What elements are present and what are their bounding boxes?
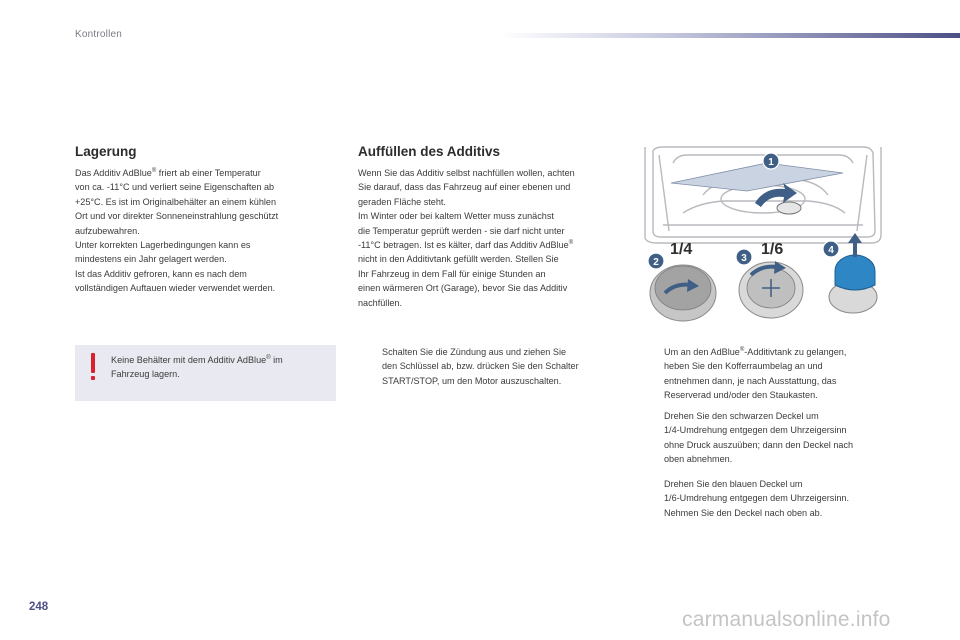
svg-text:1: 1 — [768, 157, 774, 168]
step-remove-cap-text: Nehmen Sie den Deckel nach oben ab. — [664, 508, 823, 518]
svg-text:3: 3 — [741, 253, 747, 264]
marker-3-icon — [736, 249, 752, 265]
marker-2-icon — [648, 253, 664, 269]
step-ignition-text: Schalten Sie die Zündung aus und ziehen Sie den Schlüssel ab, bzw. drücken Sie den Schalter START/STOP, um den Motor auszuschalten. — [382, 347, 579, 386]
auffuellen-heading: Auffüllen des Additivs — [358, 144, 501, 159]
step-blue-cap-text: Drehen Sie den blauen Deckel um 1/6-Umdrehung entgegen dem Uhrzeigersinn. — [664, 479, 850, 504]
warning-text: Keine Behälter mit dem Additiv AdBlue® im Fahrzeug lagern. — [111, 354, 283, 380]
warning-box — [75, 345, 336, 401]
adblue-filling-illustration — [643, 143, 883, 327]
trunk-floor-panel — [671, 163, 843, 191]
step-access-tank-text: Um an den AdBlue®-Additivtank zu gelangen, heben Sie den Kofferraumbelag an und entnehmen dann, je nach Ausstattung, das Reserverad und/oder den Staukasten. — [664, 346, 847, 401]
blue-cap-top-icon — [739, 261, 803, 318]
header-rule — [500, 33, 960, 38]
section-label: Kontrollen — [75, 29, 123, 40]
tank-cap-small — [777, 202, 801, 214]
lagerung-text: Das Additiv AdBlue® friert ab einer Temperatur von ca. -11°C und verliert seine Eigenschaften ab +25°C. Es ist im Originalbehälter an einem kühlen Ort und vor direkter Sonneneinstrahlung geschützt aufzubewahren. Unter korrekten Lagerbedingungen kann es mindestens ein Jahr gelagert werden. Ist das Additiv gefroren, kann es nach dem vollständigen Auftauen wieder verwendet werden. — [75, 167, 279, 294]
step-black-cap-text: Drehen Sie den schwarzen Deckel um 1/4-Umdrehung entgegen dem Uhrzeigersinn ohne Druck auszuüben; dann den Deckel nach oben abnehmen. — [664, 411, 854, 465]
exclamation-icon — [89, 353, 97, 383]
lagerung-heading: Lagerung — [75, 144, 137, 159]
quarter-turn-label: 1/4 — [670, 241, 693, 258]
watermark: carmanualsonline.info — [682, 608, 891, 631]
marker-1-icon — [763, 153, 779, 169]
svg-text:4: 4 — [828, 245, 834, 256]
auffuellen-text: Wenn Sie das Additiv selbst nachfüllen wollen, achten Sie darauf, dass das Fahrzeug auf einer ebenen und geraden Fläche steht. Im Winter oder bei kaltem Wetter muss zunächst die Temperatur geprüft werden - sie darf nicht unter -11°C betragen. Ist es kälter, darf das Additiv AdBlue® nicht in den Additivtank gefüllt werden. Stellen Sie Ihr Fahrzeug in dem Fall für einige Stunden an einen wärmeren Ort (Garage), bevor Sie das Additiv nachfüllen. — [358, 168, 575, 308]
svg-text:2: 2 — [653, 257, 659, 268]
marker-4-icon — [823, 241, 839, 257]
page-number: 248 — [29, 601, 49, 613]
sixth-turn-label: 1/6 — [761, 241, 784, 258]
black-cap-icon — [650, 265, 716, 321]
